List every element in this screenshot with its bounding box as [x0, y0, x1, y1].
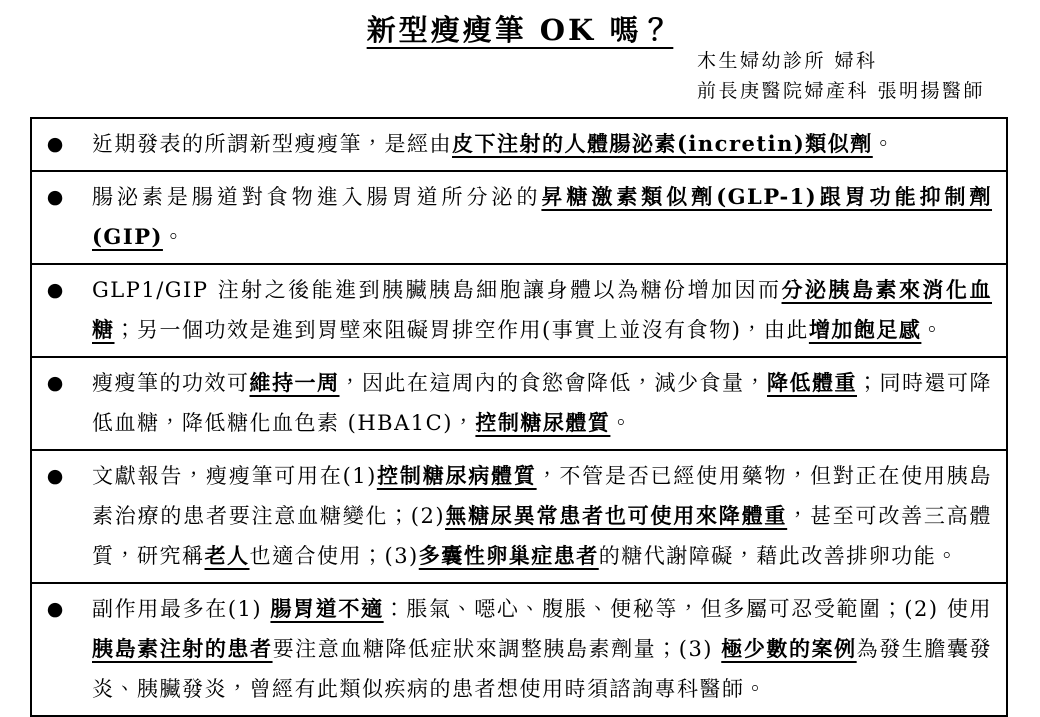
emphasized-text: 控制糖尿病體質	[376, 463, 537, 488]
plain-text: 的糖代謝障礙，藉此改善排卵功能。	[598, 544, 959, 568]
plain-text: ：脹氣、噁心、腹脹、便秘等，但多屬可忍受範圍；(2) 使用	[383, 597, 993, 621]
bullet-icon: ●	[46, 465, 64, 487]
plain-text: GLP1/GIP 注射之後能進到胰臟胰島細胞讓身體以為糖份增加因而	[92, 278, 782, 302]
plain-text: ；另一個功效是進到胃壁來阻礙胃排空作用(事實上並沒有食物)，由此	[114, 318, 809, 342]
plain-text: 近期發表的所謂新型瘦瘦筆，是經由	[92, 132, 452, 156]
bullet-row	[32, 449, 1006, 582]
bullet-text	[78, 363, 1006, 443]
bullet-icon: ●	[46, 186, 64, 208]
emphasized-text: 增加飽足感	[808, 317, 922, 342]
plain-text: 瘦瘦筆的功效可	[92, 371, 250, 395]
bullet-text	[78, 124, 1006, 164]
bullet-text	[78, 177, 1006, 257]
plain-text: 為發生膽囊發炎、胰臟發炎，曾經有此類似疾病的患者想使用時須諮詢專科醫師。	[92, 637, 993, 701]
bullet-icon: ●	[46, 598, 64, 620]
emphasized-text: 極少數的案例	[721, 636, 857, 661]
emphasized-text: 昇糖激素類似劑(GLP-1)跟胃功能抑制劑 (GIP)	[92, 184, 993, 249]
author-line-doctor: 前長庚醫院婦產科 張明揚醫師	[697, 80, 986, 102]
author-block	[697, 46, 985, 106]
bullet-text	[78, 456, 1006, 576]
plain-text: ；同時還可降低血糖，降低糖化血色素 (HBA1C)，	[92, 371, 992, 435]
page-title-text: 新型瘦瘦筆 OK 嗎？	[366, 13, 674, 47]
bullet-icon: ●	[46, 133, 64, 155]
plain-text: ，甚至可改善三高體質，研究稱	[92, 504, 993, 568]
plain-text: 文獻報告，瘦瘦筆可用在(1)	[92, 464, 377, 488]
emphasized-text: 皮下注射的人體腸泌素(incretin)類似劑	[452, 131, 873, 156]
emphasized-text: 老人	[204, 543, 250, 568]
plain-text: 。	[872, 132, 896, 156]
emphasized-text: 降低體重	[767, 370, 857, 395]
page-title	[0, 8, 1040, 49]
plain-text: 。	[921, 318, 944, 342]
author-line-clinic: 木生婦幼診所 婦科	[697, 50, 878, 72]
bullet-table	[30, 117, 1008, 717]
emphasized-text: 分泌胰島素來消化血糖	[92, 277, 992, 342]
emphasized-text: 維持一周	[249, 370, 340, 395]
emphasized-text: 控制糖尿體質	[475, 410, 611, 435]
plain-text: 腸泌素是腸道對食物進入腸胃道所分泌的	[92, 185, 542, 209]
bullet-row	[32, 170, 1006, 263]
plain-text: ，因此在這周內的食慾會降低，減少食量，	[339, 371, 767, 395]
plain-text: 也適合使用；(3)	[249, 544, 419, 568]
emphasized-text: 多囊性卵巢症患者	[418, 543, 599, 568]
plain-text: 要注意血糖降低症狀來調整胰島素劑量；(3)	[272, 637, 722, 661]
emphasized-text: 無糖尿異常患者也可使用來降體重	[445, 503, 788, 528]
bullet-icon: ●	[46, 372, 64, 394]
emphasized-text: 腸胃道不適	[270, 596, 384, 621]
plain-text: 副作用最多在(1)	[92, 597, 271, 621]
emphasized-text: 胰島素注射的患者	[92, 636, 273, 661]
bullet-text	[78, 270, 1006, 350]
plain-text: 。	[162, 225, 186, 249]
bullet-row	[32, 582, 1006, 715]
bullet-text	[78, 589, 1006, 709]
bullet-row	[32, 119, 1006, 170]
plain-text: 。	[610, 411, 633, 435]
bullet-icon: ●	[46, 279, 64, 301]
bullet-row	[32, 263, 1006, 356]
plain-text: ，不管是否已經使用藥物，但對正在使用胰島素治療的患者要注意血糖變化；(2)	[92, 464, 992, 528]
bullet-row	[32, 356, 1006, 449]
